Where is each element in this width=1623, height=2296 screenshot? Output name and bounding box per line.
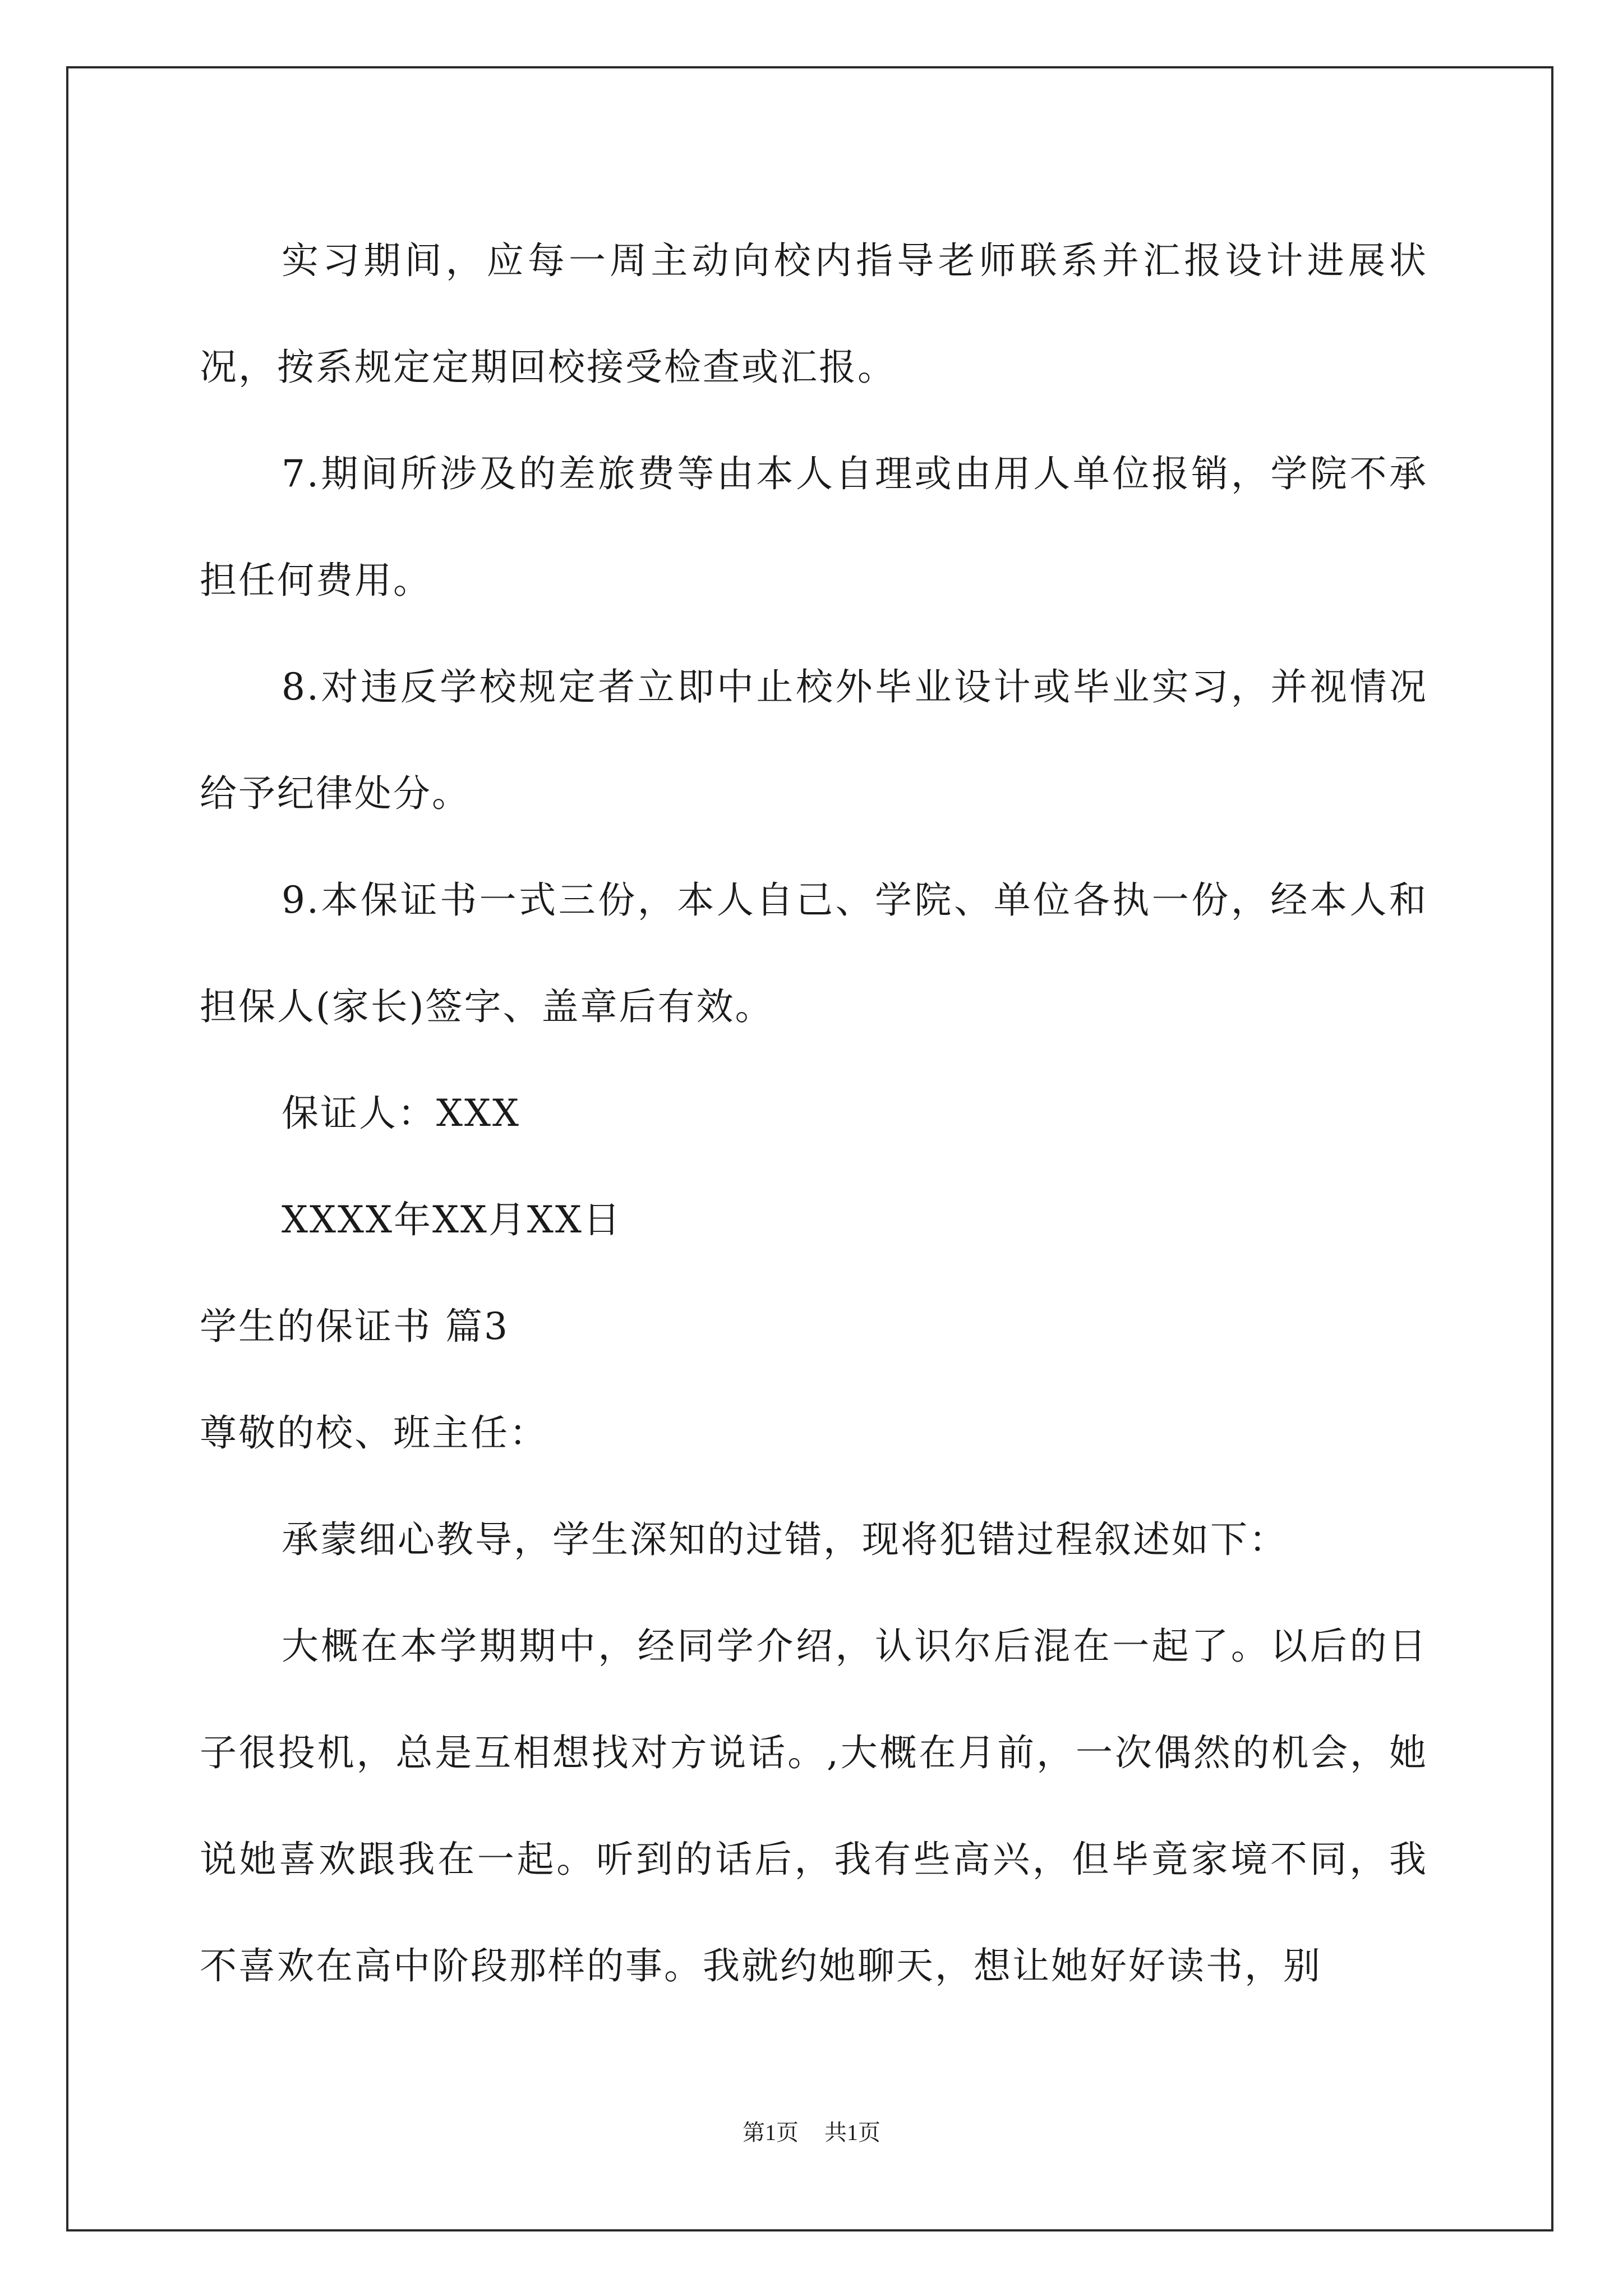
paragraph-narrative: 大概在本学期期中，经同学介绍，认识尔后混在一起了。以后的日子很投机，总是互相想找对方说话。,大概在月前，一次偶然的机会，她说她喜欢跟我在一起。听到的话后，我有些高兴，但毕竟家境不同，我不喜欢在高中阶段那样的事。我就约她聊天，想让她好好读书，别 <box>200 1625 1428 1987</box>
page-footer <box>0 2115 1623 2147</box>
guarantor-line: 保证人：XXX <box>282 1092 520 1135</box>
date-line: XXXX年XX月XX日 <box>282 1198 622 1241</box>
paragraph-item-9: 9.本保证书一式三份，本人自己、学院、单位各执一份，经本人和担保人(家长)签字、盖章后有效。 <box>200 878 1428 1028</box>
paragraph-intro: 承蒙细心教导，学生深知的过错，现将犯错过程叙述如下： <box>282 1518 1288 1561</box>
document-body <box>200 208 1428 2019</box>
salutation: 尊敬的校、班主任： <box>200 1411 548 1455</box>
paragraph-item-8: 8.对违反学校规定者立即中止校外毕业设计或毕业实习，并视情况给予纪律处分。 <box>200 665 1428 815</box>
paragraph-internship-reporting: 实习期间，应每一周主动向校内指导老师联系并汇报设计进展状况，按系规定定期回校接受检查或汇报。 <box>200 239 1428 389</box>
page-number: 第1页 <box>743 2120 799 2145</box>
paragraph-item-7: 7.期间所涉及的差旅费等由本人自理或由用人单位报销，学院不承担任何费用。 <box>200 452 1428 602</box>
section-title: 学生的保证书 篇3 <box>200 1305 509 1348</box>
page-total: 共1页 <box>824 2120 880 2145</box>
